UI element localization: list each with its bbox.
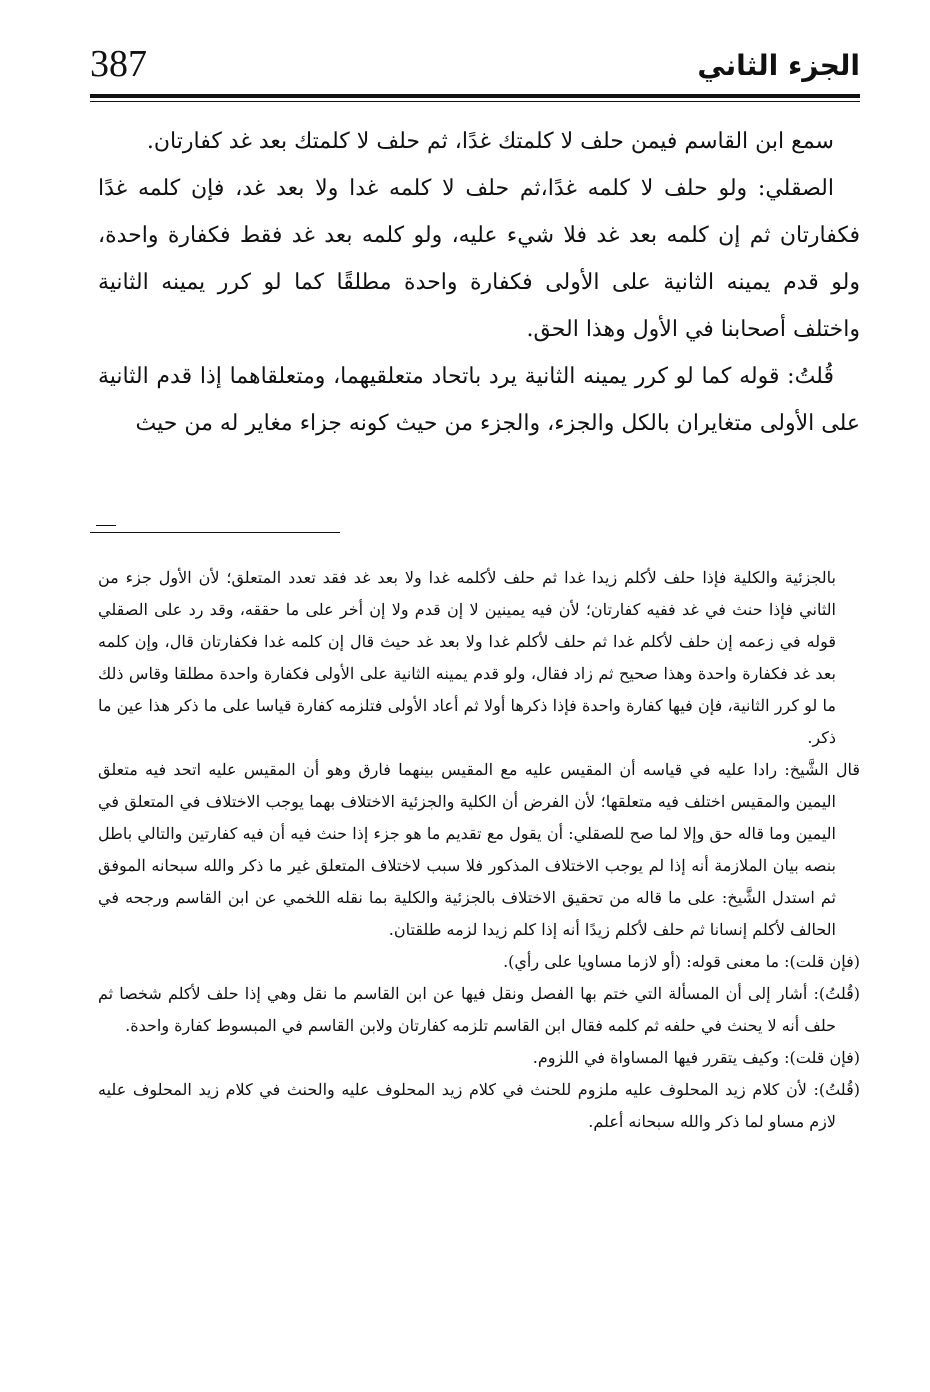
footnote-paragraph: بالجزئية والكلية فإذا حلف لأكلم زيدا غدا ثم حلف لأكلمه غدا ولا بعد غد فقد تعدد المتعلق؛ لأن الأول جزء من الثاني فإذا حنث في غد ففيه كفارتان؛ لأن فيه يمينين لا إن قدم ولا إن أخر على ما حققه، وقد رد على الصقلي قوله في زعمه إن حلف لأكلم غدا ثم حلف لأكلم غدا ولا بعد غد حيث قال إن كلمه غدا فكفارتان قال، وإن كلمه بعد غد فكفارة واحدة وهذا صحيح ثم زاد فقال، ولو قدم يمينه الثانية على الأولى فكفارة واحدة مطلقا وقاس ذلك ما لو كرر الثانية، فإن فيها كفارة واحدة فإذا ذكرها أولا ثم أعاد الأولى فتلزمه كفارة قياسا على ما ذكر هذا عين ما ذكر. <box>98 568 837 747</box>
footnote-paragraph: (قُلتُ): أشار إلى أن المسألة التي ختم بها الفصل ونقل فيها عن ابن القاسم ما نقل وهي إذا حلف لأكلم شخصا ثم حلف أنه لا يحنث في حلفه ثم كلمه فقال ابن القاسم تلزمه كفارتان ولابن القاسم في المبسوط كفارة واحدة. <box>98 984 860 1035</box>
main-paragraph: الصقلي: ولو حلف لا كلمه غدًا،ثم حلف لا كلمه غدا ولا بعد غد، فإن كلمه غدًا فكفارتان ثم إن كلمه بعد غد فلا شيء عليه، ولو كلمه بعد غد فقط فكفارة واحدة، ولو قدم يمينه الثانية على الأولى فكفارة واحدة مطلقًا كما لو كرر يمينه الثانية واختلف أصحابنا في الأول وهذا الحق. <box>98 176 860 342</box>
footnote-continuation-mark <box>96 525 116 533</box>
main-paragraph: سمع ابن القاسم فيمن حلف لا كلمتك غدًا، ثم حلف لا كلمتك بعد غد كفارتان. <box>146 129 834 154</box>
main-paragraph: قُلتُ: قوله كما لو كرر يمينه الثانية يرد باتحاد متعلقيهما، ومتعلقاهما إذا قدم الثانية على الأولى متغايران بالكل والجزء، والجزء من حيث كونه جزاء مغاير له من حيث <box>98 364 860 436</box>
running-title: الجزء الثاني <box>697 49 860 82</box>
header-rule-thick <box>90 94 860 98</box>
page-header <box>90 40 860 100</box>
footnote-separator <box>90 532 340 533</box>
footnote-paragraph: (فإن قلت): ما معنى قوله: (أو لازما مساويا على رأي). <box>503 952 860 971</box>
footnote-paragraph: (فإن قلت): وكيف يتقرر فيها المساواة في اللزوم. <box>532 1048 860 1067</box>
header-rule-thin <box>90 101 860 102</box>
page-number: 387 <box>90 43 147 85</box>
main-text <box>98 118 860 447</box>
footnote-paragraph: قال الشَّيخ: رادا عليه في قياسه أن المقيس عليه مع المقيس بينهما فارق وهو أن المقيس عليه اتحد فيه متعلق اليمين والمقيس اختلف فيه متعلقها؛ لأن الفرض أن الكلية والجزئية الاختلاف بهما يوجب الاختلاف في المتعلق في اليمين وما قاله حق وإلا لما صح للصقلي: أن يقول مع تقديم ما هو جزء إذا حنث فيه أن فيه كفارتين والتالي باطل بنصه بيان الملازمة أنه إذا لم يوجب الاختلاف المذكور فلا سبب لاختلاف المتعلق غير ما ذكر والله سبحانه الموفق ثم استدل الشَّيخ: على ما قاله من تحقيق الاختلاف بالجزئية والكلية بما نقله اللخمي عن ابن القاسم ورجحه في الحالف لأكلم إنسانا ثم حلف لأكلم زيدًا أنه إذا كلم زيدا لزمه طلقتان. <box>98 760 860 939</box>
footnote-paragraph: (قُلتُ): لأن كلام زيد المحلوف عليه ملزوم للحنث في كلام زيد المحلوف عليه والحنث في كلام زيد المحلوف عليه لازم مساو لما ذكر والله سبحانه أعلم. <box>98 1080 860 1131</box>
footnotes <box>98 562 860 1138</box>
